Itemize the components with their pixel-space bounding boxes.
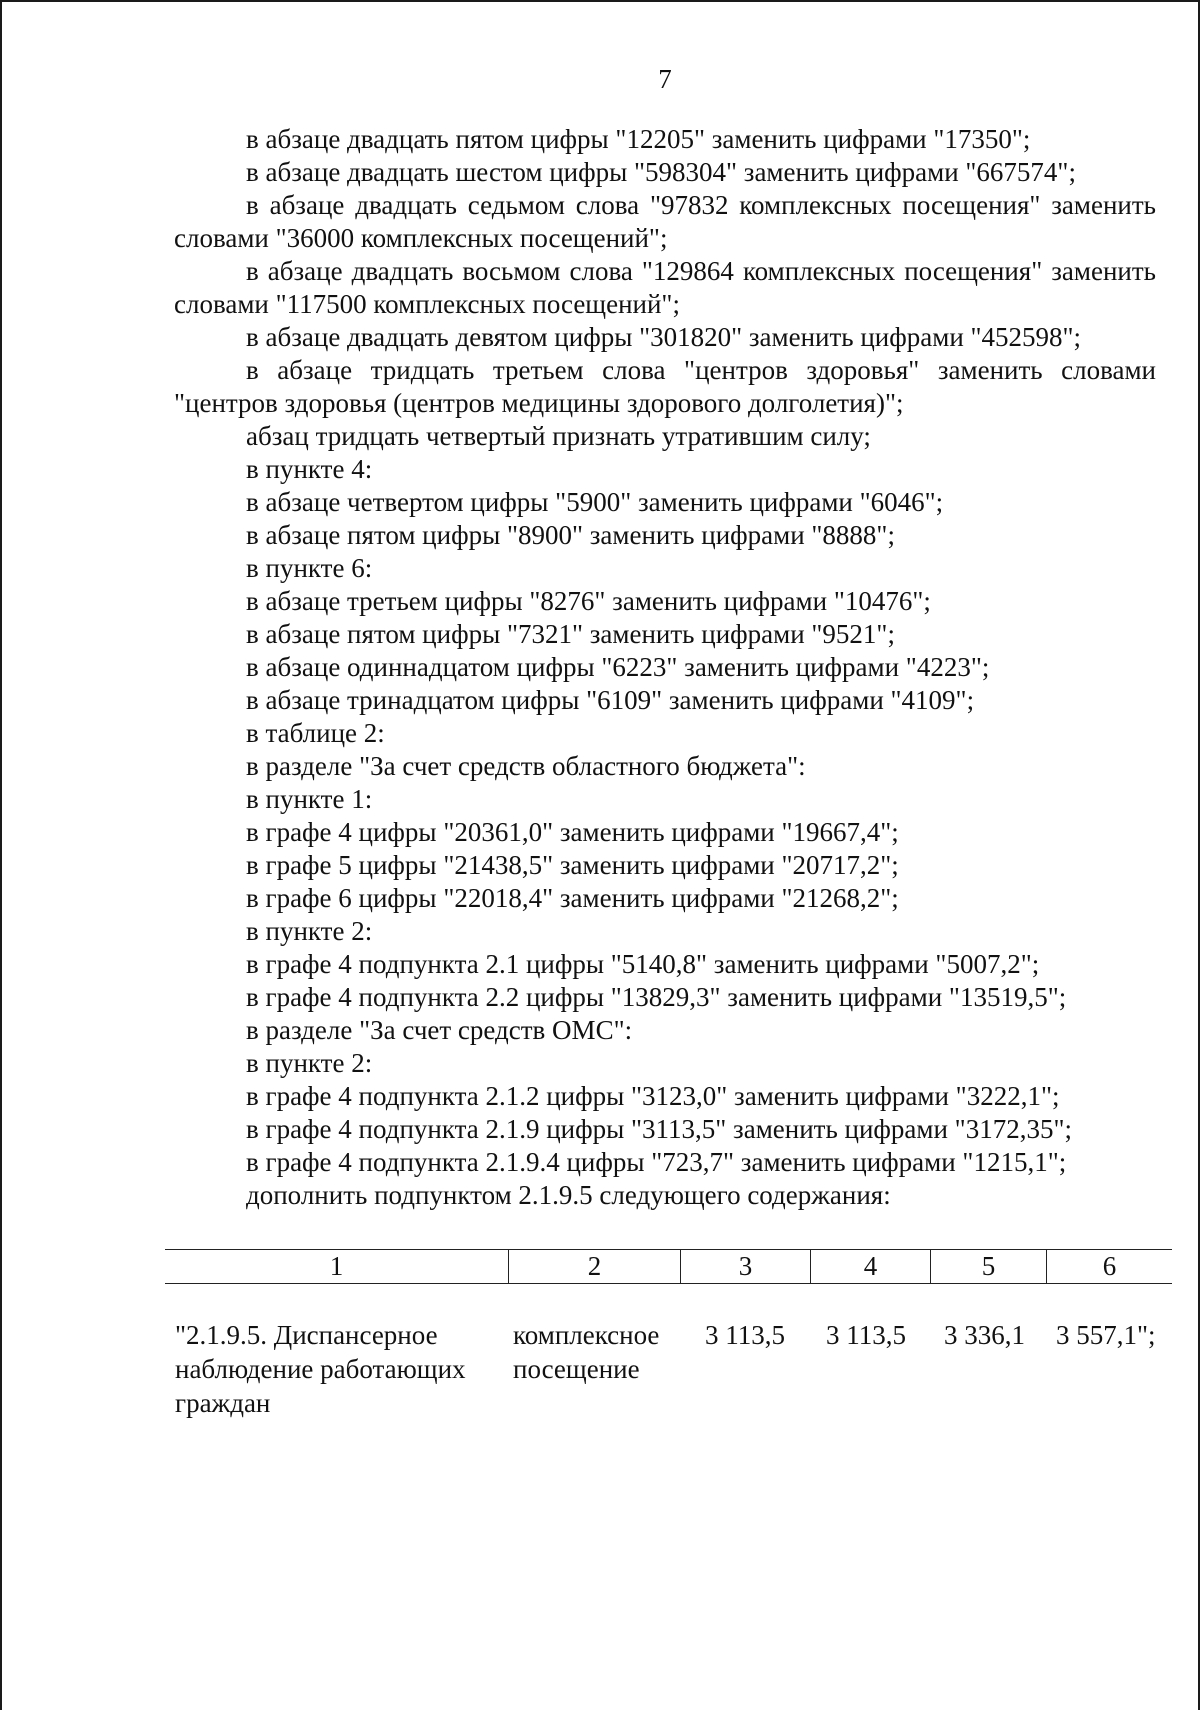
paragraph: в разделе "За счет средств ОМС": bbox=[246, 1015, 633, 1045]
paragraph: абзац тридцать четвертый признать утратившим силу; bbox=[246, 421, 871, 451]
paragraph: в графе 4 цифры "20361,0" заменить цифрами "19667,4"; bbox=[246, 817, 899, 847]
paragraph: в абзаце пятом цифры "7321" заменить цифрами "9521"; bbox=[246, 619, 895, 649]
table-header-cell: 1 bbox=[165, 1250, 509, 1283]
paragraph: в абзаце двадцать пятом цифры "12205" заменить цифрами "17350"; bbox=[246, 124, 1031, 154]
document-body bbox=[174, 123, 1156, 1212]
paragraph: дополнить подпунктом 2.1.9.5 следующего содержания: bbox=[246, 1180, 891, 1210]
table-header-cell: 5 bbox=[931, 1250, 1047, 1283]
paragraph: в абзаце тринадцатом цифры "6109" заменить цифрами "4109"; bbox=[246, 685, 975, 715]
table-header-cell: 2 bbox=[509, 1250, 681, 1283]
paragraph: в таблице 2: bbox=[246, 718, 385, 748]
paragraph: в пункте 1: bbox=[246, 784, 373, 814]
paragraph: в графе 4 подпункта 2.2 цифры "13829,3" заменить цифрами "13519,5"; bbox=[246, 982, 1067, 1012]
paragraph: в пункте 2: bbox=[246, 1048, 373, 1078]
paragraph: в графе 4 подпункта 2.1 цифры "5140,8" заменить цифрами "5007,2"; bbox=[246, 949, 1040, 979]
table-header-cell: 3 bbox=[681, 1250, 811, 1283]
paragraph: в абзаце тридцать третьем слова "центров здоровья" заменить словами "центров здоровья (центров медицины здорового долголетия)"; bbox=[174, 355, 1156, 418]
paragraph: в абзаце двадцать шестом цифры "598304" заменить цифрами "667574"; bbox=[246, 157, 1076, 187]
paragraph: в пункте 2: bbox=[246, 916, 373, 946]
paragraph: в графе 4 подпункта 2.1.2 цифры "3123,0" заменить цифрами "3222,1"; bbox=[246, 1081, 1060, 1111]
table-cell-value: 3 557,1"; bbox=[1056, 1320, 1156, 1350]
table-cell-value: 3 336,1 bbox=[944, 1320, 1025, 1350]
paragraph: в абзаце двадцать седьмом слова "97832 комплексных посещения" заменить словами "36000 комплексных посещений"; bbox=[174, 190, 1156, 253]
paragraph: в абзаце одиннадцатом цифры "6223" заменить цифрами "4223"; bbox=[246, 652, 990, 682]
table-header-cell: 6 bbox=[1102, 1251, 1117, 1281]
paragraph: в графе 6 цифры "22018,4" заменить цифрами "21268,2"; bbox=[246, 883, 899, 913]
scan-border-top bbox=[0, 0, 1200, 2]
paragraph: в абзаце двадцать девятом цифры "301820" заменить цифрами "452598"; bbox=[246, 322, 1082, 352]
paragraph: в абзаце третьем цифры "8276" заменить цифрами "10476"; bbox=[246, 586, 931, 616]
paragraph: в абзаце двадцать восьмом слова "129864 комплексных посещения" заменить словами "117500 комплексных посещений"; bbox=[174, 256, 1156, 319]
table-cell-name: "2.1.9.5. Диспансерное наблюдение работающих граждан bbox=[175, 1320, 466, 1418]
paragraph: в разделе "За счет средств областного бюджета": bbox=[246, 751, 806, 781]
paragraph: в графе 4 подпункта 2.1.9.4 цифры "723,7" заменить цифрами "1215,1"; bbox=[246, 1147, 1067, 1177]
paragraph: в графе 4 подпункта 2.1.9 цифры "3113,5" заменить цифрами "3172,35"; bbox=[246, 1114, 1072, 1144]
paragraph: в пункте 6: bbox=[246, 553, 373, 583]
paragraph: в пункте 4: bbox=[246, 454, 373, 484]
paragraph: в абзаце четвертом цифры "5900" заменить цифрами "6046"; bbox=[246, 487, 944, 517]
table-header-cell: 4 bbox=[811, 1250, 931, 1283]
table-cell-value: 3 113,5 bbox=[826, 1320, 906, 1350]
table-cell-unit: комплексное посещение bbox=[513, 1320, 660, 1384]
table-header-row bbox=[165, 1249, 1172, 1284]
paragraph: в абзаце пятом цифры "8900" заменить цифрами "8888"; bbox=[246, 520, 895, 550]
table-cell-value: 3 113,5 bbox=[705, 1320, 785, 1350]
page-number: 7 bbox=[658, 64, 672, 94]
scan-border-left bbox=[0, 0, 2, 1710]
paragraph: в графе 5 цифры "21438,5" заменить цифрами "20717,2"; bbox=[246, 850, 899, 880]
